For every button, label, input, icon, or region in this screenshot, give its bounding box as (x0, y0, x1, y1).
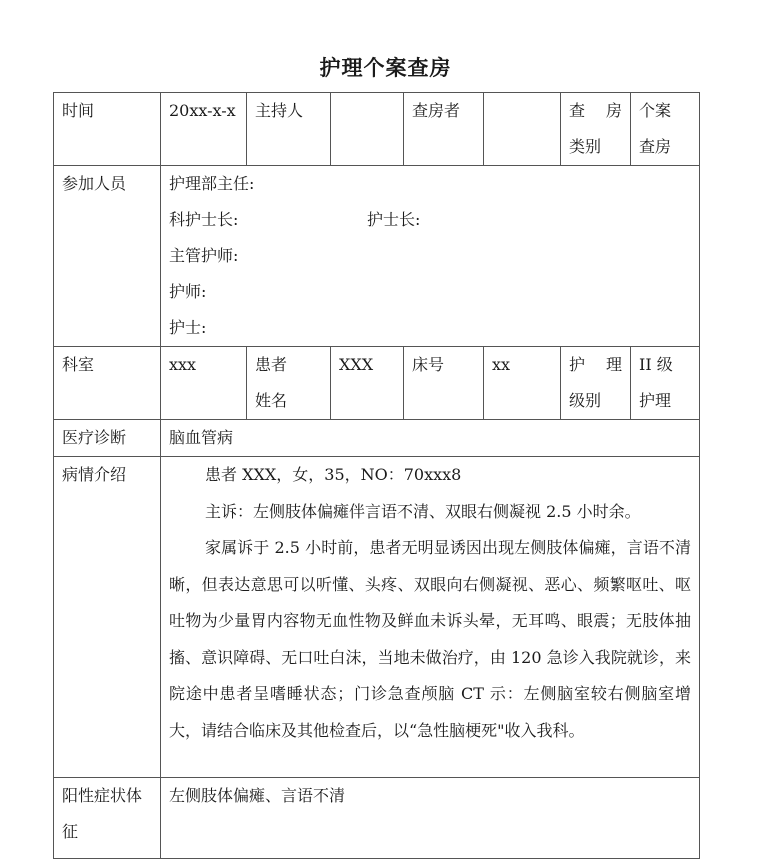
time-value: 20xx-x-x (161, 93, 247, 166)
condition-line-3: 家属诉于 2.5 小时前，患者无明显诱因出现左侧肢体偏瘫，言语不清晰，但表达意思可以听懂、头疼、双眼向右侧凝视、恶心、频繁呕吐、呕吐物为少量胃内容物无血性物及鲜血未诉头晕，无耳鸣、眼震；无肢体抽搐、意识障碍、无口吐白沫，当地未做治疗，由 120 急诊入我院就诊，来院途中患者呈嗜睡状态；门诊急查颅脑 CT 示：左侧脑室较右侧脑室增大，请结合临床及其他检查后，以“急性脑梗死"收入我科。 (169, 538, 691, 740)
care-level-label-c: 级别 (569, 391, 602, 410)
dept-head-label: 科护士长: (169, 210, 239, 229)
care-level-label-a: 护 (569, 355, 586, 374)
care-level-label (561, 347, 631, 420)
time-label: 时间 (54, 93, 161, 166)
rounds-type-value-a: 个案 (639, 101, 672, 120)
condition-line-2: 主诉：左侧肢体偏瘫伴言语不清、双眼右侧凝视 2.5 小时余。 (205, 501, 641, 521)
patient-name-label (247, 347, 331, 420)
participants-list (161, 166, 700, 347)
document-title: 护理个案查房 (319, 55, 452, 80)
head-nurse-line (169, 202, 691, 238)
care-level-value (631, 347, 700, 420)
condition-text (161, 457, 700, 778)
bed-label: 床号 (404, 347, 484, 420)
rounds-type-value-b: 查房 (639, 137, 672, 156)
row-condition (54, 457, 700, 778)
rounds-type-label-c: 类别 (569, 137, 602, 156)
patient-name-label-b: 姓名 (255, 391, 288, 410)
care-level-value-b: 护理 (639, 391, 672, 410)
host-label: 主持人 (247, 93, 331, 166)
rounds-type-label-b: 房 (605, 101, 622, 120)
rounds-type-value (631, 93, 700, 166)
dept-label: 科室 (54, 347, 161, 420)
reviewer-label: 查房者 (404, 93, 484, 166)
reviewer-value (484, 93, 561, 166)
rounds-type-label-a: 查 (569, 101, 586, 120)
row-time (54, 93, 700, 166)
practitioner-line: 护师: (169, 282, 207, 301)
bed-value: xx (484, 347, 561, 420)
row-department (54, 347, 700, 420)
row-diagnosis (54, 420, 700, 457)
nurse-line: 护士: (169, 318, 207, 337)
positive-signs-label: 阳性症状体征 (54, 778, 161, 859)
host-value (331, 93, 404, 166)
care-level-label-b: 理 (605, 355, 622, 374)
dept-value: xxx (161, 347, 247, 420)
supervisor-line: 主管护师: (169, 246, 239, 265)
row-participants (54, 166, 700, 347)
case-rounds-form (53, 92, 700, 859)
condition-label: 病情介绍 (54, 457, 161, 778)
row-positive-signs (54, 778, 700, 859)
patient-name-label-a: 患者 (255, 355, 288, 374)
care-level-value-a: II 级 (639, 355, 673, 374)
director-line: 护理部主任: (169, 174, 255, 193)
patient-name-value: XXX (331, 347, 404, 420)
positive-signs-value: 左侧肢体偏瘫、言语不清 (161, 778, 700, 859)
participants-label: 参加人员 (54, 166, 161, 347)
diagnosis-label: 医疗诊断 (54, 420, 161, 457)
head-nurse-label: 护士长: (367, 210, 421, 229)
diagnosis-value: 脑血管病 (161, 420, 700, 457)
condition-line-1: 患者 XXX，女，35，NO：70xxx8 (205, 465, 462, 484)
rounds-type-label (561, 93, 631, 166)
